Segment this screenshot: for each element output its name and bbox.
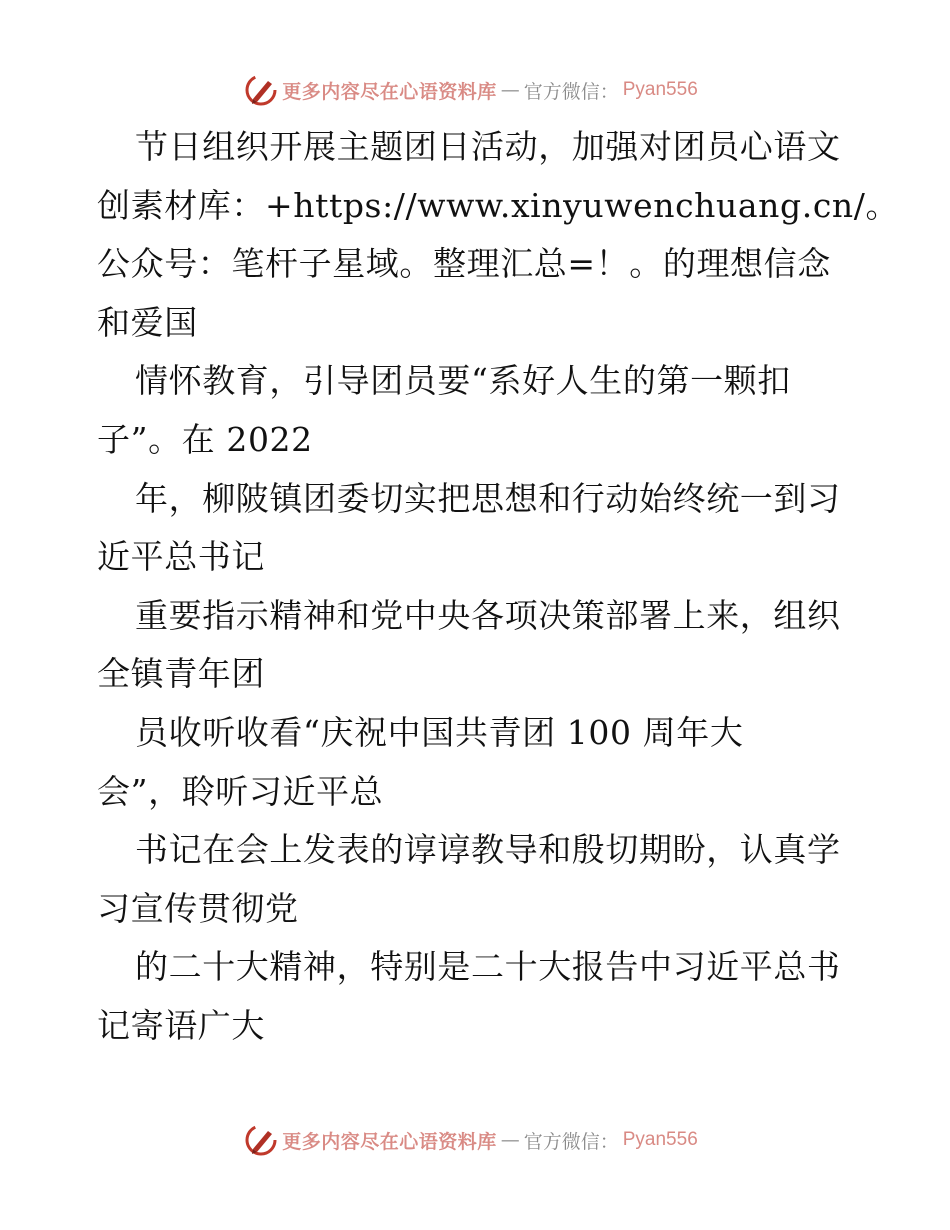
text-line: 年，柳陂镇团委切实把思想和行动始终统一到习: [135, 478, 841, 518]
text-line: 会”，聆听习近平总: [97, 771, 384, 811]
footer-banner: [0, 1120, 950, 1160]
pen-logo-icon: [244, 1123, 278, 1157]
text-line: 书记在会上发表的谆谆教导和殷切期盼，认真学: [135, 830, 841, 870]
text-line: 记寄语广大: [97, 1005, 265, 1045]
document-body: [97, 118, 900, 1056]
text-line: 创素材库：+https://www.xinyuwenchuang.cn/。: [97, 185, 900, 225]
text-line: 重要指示精神和党中央各项决策部署上来，组织: [135, 595, 841, 635]
text-line: 全镇青年团: [97, 654, 265, 694]
footer-banner-content: [244, 1123, 698, 1157]
official-wechat-label: 官方微信：: [523, 80, 619, 103]
text-line: 节日组织开展主题团日活动，加强对团员心语文: [135, 127, 841, 166]
pen-logo-icon: [244, 73, 278, 107]
banner-dash: —: [500, 79, 520, 101]
text-line: 习宣传贯彻党: [97, 888, 299, 928]
wechat-id: Pyan556: [622, 1129, 698, 1150]
header-banner-content: [244, 73, 698, 107]
text-line: 的二十大精神，特别是二十大报告中习近平总书: [135, 947, 841, 987]
banner-dash: —: [500, 1129, 520, 1151]
text-line: 员收听收看“庆祝中国共青团 100 周年大: [135, 712, 744, 752]
text-line: 和爱国: [97, 302, 198, 342]
brand-text: 更多内容尽在心语资料库: [282, 1130, 497, 1153]
text-line: 情怀教育，引导团员要“系好人生的第一颗扣: [135, 361, 791, 401]
wechat-id: Pyan556: [622, 79, 698, 100]
brand-text: 更多内容尽在心语资料库: [282, 80, 497, 103]
official-wechat-label: 官方微信：: [523, 1130, 619, 1153]
text-line: 子”。在 2022: [97, 419, 313, 459]
header-banner: [0, 70, 950, 110]
text-line: 近平总书记: [97, 537, 265, 577]
text-line: 公众号：笔杆子星域。整理汇总=！。的理想信念: [97, 244, 831, 284]
